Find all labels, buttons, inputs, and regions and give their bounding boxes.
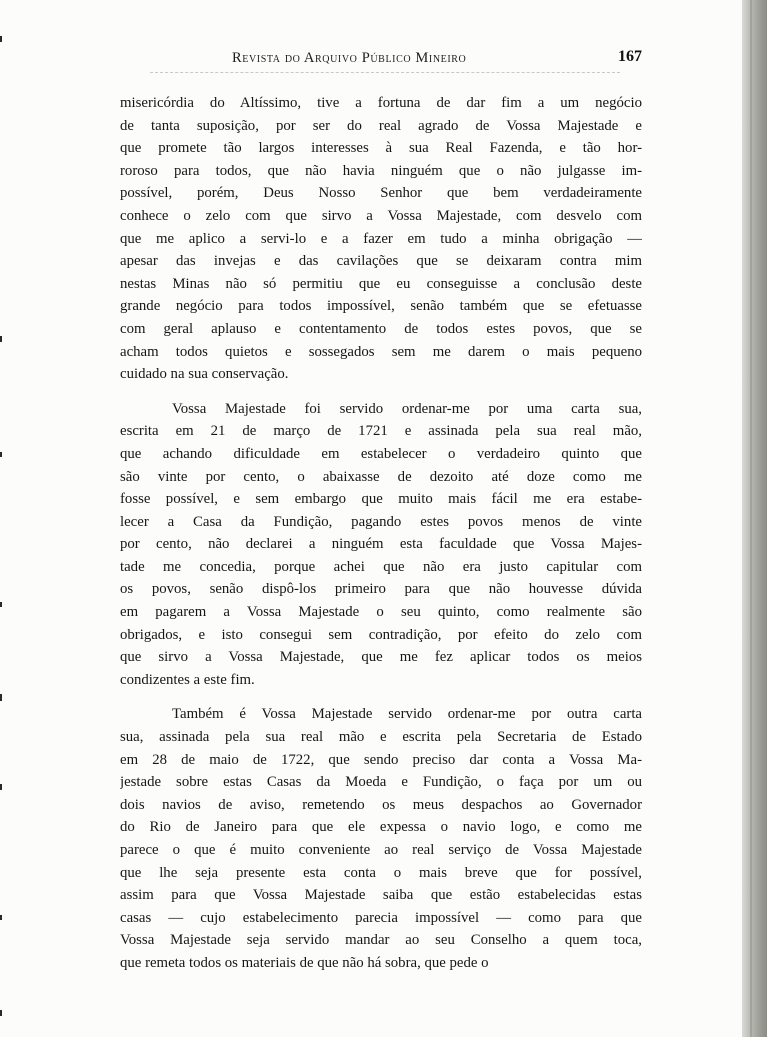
- left-edge-mark: [0, 36, 2, 42]
- page-number: 167: [618, 48, 642, 65]
- left-edge-mark: [0, 336, 2, 342]
- paragraph-gap: [120, 386, 642, 398]
- text-line: apesar das invejas e das cavilações que se deixaram contra mim: [120, 253, 642, 270]
- page-header: [120, 50, 642, 72]
- text-line: lecer a Casa da Fundição, pagando estes povos menos de vinte: [120, 513, 642, 530]
- text-line: sua, assinada pela sua real mão e escrita pela Secretaria de Estado: [120, 729, 642, 746]
- paragraph-gap: [120, 691, 642, 703]
- text-line: jestade sobre estas Casas da Moeda e Fundição, o faça por um ou: [120, 774, 642, 791]
- text-line: fosse possível, e sem embargo que muito mais fácil me era estabe-: [120, 491, 642, 508]
- left-edge-mark: [0, 602, 2, 607]
- text-line: misericórdia do Altíssimo, tive a fortuna de dar fim a um negócio: [120, 95, 642, 111]
- body-text: [120, 92, 642, 975]
- book-spine-shadow: [742, 0, 767, 1037]
- text-line: que promete tão largos interesses à sua Real Fazenda, e tão hor-: [120, 140, 642, 157]
- text-line: por cento, não declarei a ninguém esta faculdade que Vossa Majes-: [120, 536, 642, 553]
- running-title: Revista do Arquivo Público Mineiro: [232, 50, 467, 66]
- text-line: Também é Vossa Majestade servido ordenar-me por outra carta: [172, 706, 642, 723]
- text-line: Vossa Majestade foi servido ordenar-me por uma carta sua,: [172, 400, 642, 417]
- header-rule: [150, 72, 620, 73]
- text-line: cuidado na sua conservação.: [120, 366, 289, 383]
- text-line: os povos, senão dispô-los primeiro para que não houvesse dúvida: [120, 581, 642, 598]
- text-line: acham todos quietos e sossegados sem me darem o mais pequeno: [120, 343, 642, 360]
- text-line: Vossa Majestade seja servido mandar ao seu Conselho a quem toca,: [120, 932, 642, 949]
- left-edge-mark: [0, 915, 2, 920]
- text-line: que remeta todos os materiais de que não há sobra, que pede o: [120, 954, 489, 971]
- left-edge-mark: [0, 694, 2, 701]
- text-line: de tanta suposição, por ser do real agrado de Vossa Majestade e: [120, 117, 642, 134]
- text-line: condizentes a este fim.: [120, 671, 255, 688]
- text-line: que sirvo a Vossa Majestade, que me fez aplicar todos os meios: [120, 649, 642, 666]
- text-line: nestas Minas não só permitiu que eu conseguisse a conclusão deste: [120, 275, 642, 292]
- text-line: conhece o zelo com que sirvo a Vossa Majestade, com desvelo com: [120, 207, 642, 224]
- left-edge-mark: [0, 452, 2, 457]
- text-line: em pagarem a Vossa Majestade o seu quinto, como realmente são: [120, 604, 642, 621]
- text-line: com geral aplauso e contentamento de todos estes povos, que se: [120, 320, 642, 337]
- paragraph: [120, 92, 642, 386]
- text-line: grande negócio para todos impossível, senão também que se efetuasse: [120, 298, 642, 315]
- text-line: que achando dificuldade em estabelecer o verdadeiro quinto que: [120, 445, 642, 462]
- text-line: parece o que é muito conveniente ao real serviço de Vossa Majestade: [120, 842, 642, 858]
- text-line: dois navios de aviso, remetendo os meus despachos ao Governador: [120, 796, 642, 813]
- text-line: tade me concedia, porque achei que não era justo capitular com: [120, 558, 642, 575]
- paragraph: [120, 398, 642, 692]
- left-edge-mark: [0, 784, 2, 790]
- text-line: casas — cujo estabelecimento parecia impossível — como para que: [120, 909, 642, 926]
- text-line: roroso para todos, que não havia ninguém que o não julgasse im-: [120, 162, 642, 179]
- text-line: escrita em 21 de março de 1721 e assinada pela sua real mão,: [120, 423, 642, 440]
- text-line: que lhe seja presente esta conta o mais breve que for possível,: [120, 864, 642, 881]
- paragraph: [120, 703, 642, 974]
- text-line: obrigados, e isto consegui sem contradição, por efeito do zelo com: [120, 626, 642, 643]
- text-line: que me aplico a servi-lo e a fazer em tudo a minha obrigação —: [120, 230, 642, 247]
- left-edge-mark: [0, 1010, 2, 1016]
- text-line: são vinte por cento, o abaixasse de dezoito até doze como me: [120, 468, 642, 485]
- text-line: do Rio de Janeiro para que ele expessa o navio logo, e como me: [120, 819, 642, 836]
- text-line: assim para que Vossa Majestade saiba que estão estabelecidas estas: [120, 887, 642, 904]
- text-line: possível, porém, Deus Nosso Senhor que bem verdadeiramente: [120, 185, 642, 202]
- text-line: em 28 de maio de 1722, que sendo preciso dar conta a Vossa Ma-: [120, 751, 642, 768]
